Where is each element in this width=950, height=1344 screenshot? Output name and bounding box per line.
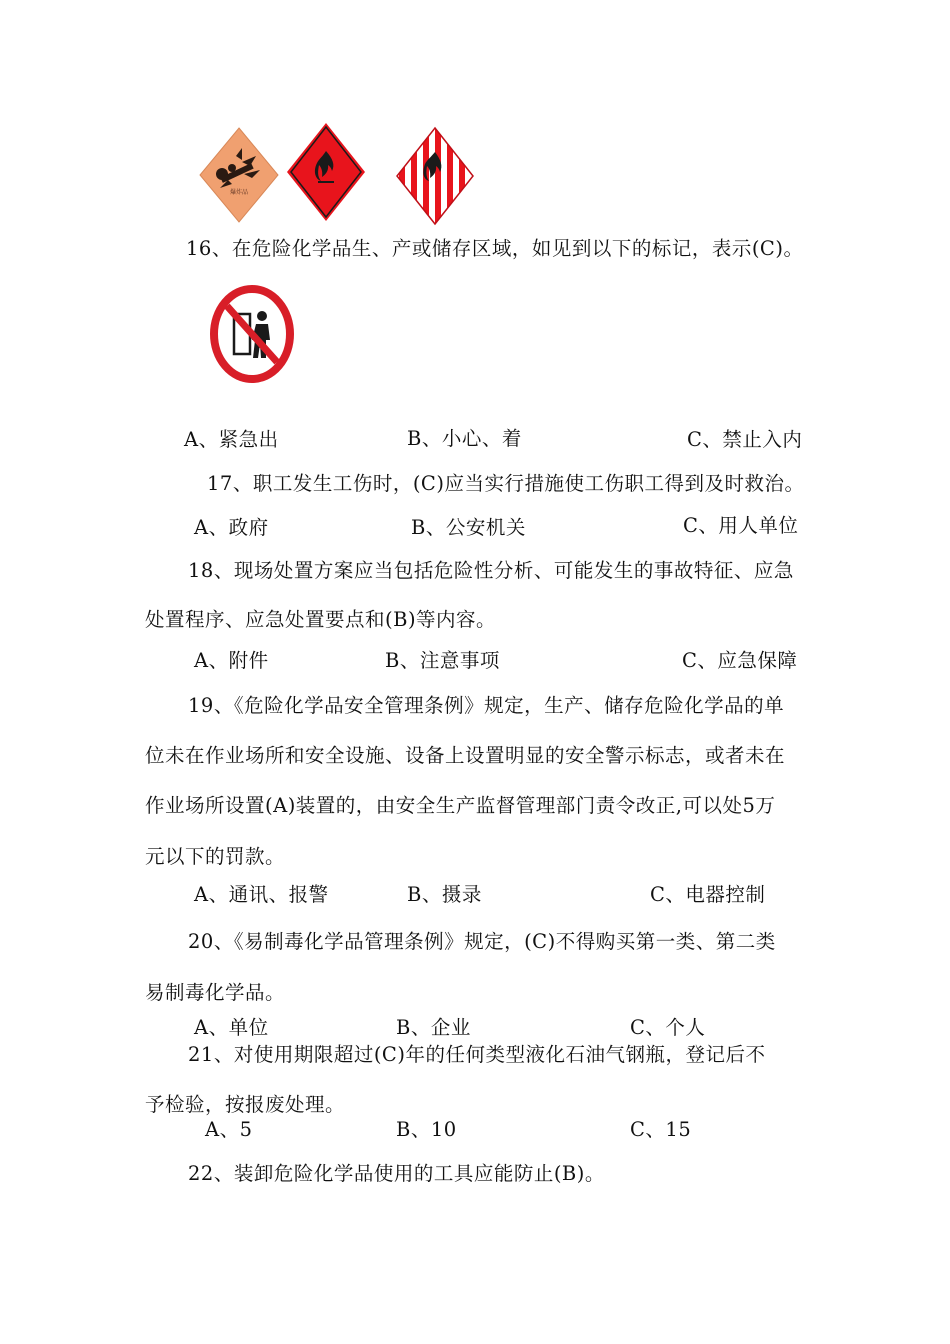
question-16: 16、在危险化学品生、产或储存区域，如见到以下的标记，表示(C)。 xyxy=(186,237,804,260)
question-17: 17、职工发生工伤时，(C)应当实行措施使工伤职工得到及时救治。 xyxy=(207,472,805,495)
q16-option-c: C、禁止入内 xyxy=(687,428,803,451)
explosive-sign-label: 爆炸品 xyxy=(229,189,249,196)
q17-option-b: B、公安机关 xyxy=(411,516,526,539)
flammable-hazard-sign-icon xyxy=(285,121,367,223)
flammable-solid-hazard-sign-icon xyxy=(395,126,475,226)
q16-option-b: B、小心、着 xyxy=(407,427,522,450)
q18-option-c: C、应急保障 xyxy=(682,649,798,672)
q17-option-c: C、用人单位 xyxy=(683,514,799,537)
q20-option-a: A、单位 xyxy=(194,1016,269,1039)
question-19-line-4: 元以下的罚款。 xyxy=(145,845,286,868)
q21-option-b: B、10 xyxy=(396,1118,457,1141)
question-22: 22、装卸危险化学品使用的工具应能防止(B)。 xyxy=(188,1162,605,1185)
q20-option-b: B、企业 xyxy=(396,1016,471,1039)
question-21-line-1: 21、对使用期限超过(C)年的任何类型液化石油气钢瓶，登记后不 xyxy=(188,1043,766,1066)
question-21-line-2: 予检验，按报废处理。 xyxy=(145,1093,346,1116)
question-18-line-1: 18、现场处置方案应当包括危险性分析、可能发生的事故特征、应急 xyxy=(188,559,794,582)
explosive-hazard-sign-icon xyxy=(198,126,280,224)
q18-option-a: A、附件 xyxy=(194,649,269,672)
q21-option-a: A、5 xyxy=(205,1118,253,1141)
q19-option-a: A、通讯、报警 xyxy=(194,883,329,906)
q19-option-c: C、电器控制 xyxy=(650,883,766,906)
q21-option-c: C、15 xyxy=(630,1118,692,1141)
q17-option-a: A、政府 xyxy=(194,516,269,539)
question-19-line-3: 作业场所设置(A)装置的，由安全生产监督管理部门责令改正,可以处5万 xyxy=(145,794,776,817)
no-entry-prohibition-sign-icon xyxy=(210,284,294,384)
q19-option-b: B、摄录 xyxy=(407,883,482,906)
question-19-line-1: 19、《危险化学品安全管理条例》规定，生产、储存危险化学品的单 xyxy=(188,694,785,717)
question-20-line-1: 20、《易制毒化学品管理条例》规定，(C)不得购买第一类、第二类 xyxy=(188,930,776,953)
q20-option-c: C、个人 xyxy=(630,1016,706,1039)
question-18-line-2: 处置程序、应急处置要点和(B)等内容。 xyxy=(145,608,497,631)
question-19-line-2: 位未在作业场所和安全设施、设备上设置明显的安全警示标志，或者未在 xyxy=(145,744,786,767)
question-20-line-2: 易制毒化学品。 xyxy=(145,981,286,1004)
q18-option-b: B、注意事项 xyxy=(385,649,500,672)
q16-option-a: A、紧急出 xyxy=(184,428,279,451)
